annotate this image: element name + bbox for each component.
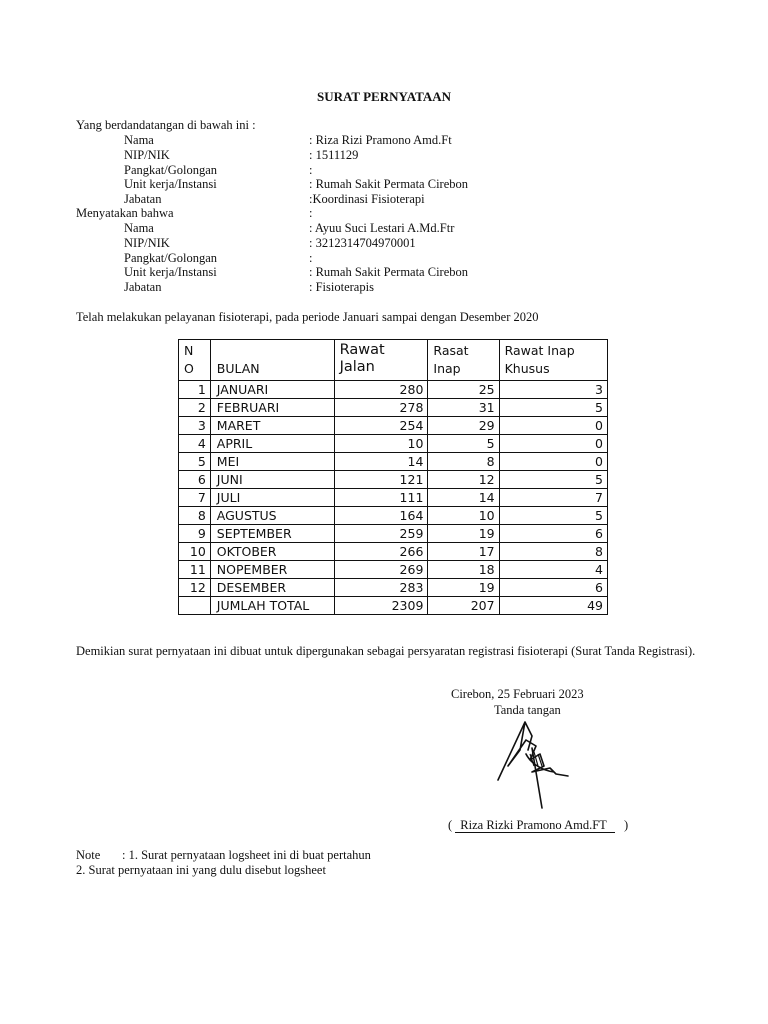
cell-khusus: 5 (499, 471, 607, 489)
declares-colon: : (309, 206, 313, 220)
note-item-2: 2. Surat pernyataan ini yang dulu disebut logsheet (76, 863, 326, 877)
table-row (179, 489, 608, 507)
p1-rank-value: : (309, 163, 313, 177)
cell-rawat-jalan: 269 (334, 561, 428, 579)
cell-rasat-inap: 12 (428, 471, 499, 489)
signatory-line (448, 818, 628, 833)
p1-position-value: :Koordinasi Fisioterapi (309, 192, 425, 206)
header-bulan-label: BULAN (216, 361, 260, 376)
header-rawat-inap-khusus (499, 340, 607, 381)
header-no (179, 340, 211, 381)
p2-name-label: Nama (124, 221, 154, 235)
cell-rawat-jalan: 121 (334, 471, 428, 489)
cell-no: 9 (179, 525, 211, 543)
cell-rasat-inap: 18 (428, 561, 499, 579)
table-row (179, 543, 608, 561)
p2-nip-label: NIP/NIK (124, 236, 170, 250)
header-rasat-inap-line1: Rasat (433, 343, 469, 358)
cell-rawat-jalan: 259 (334, 525, 428, 543)
table-row (179, 435, 608, 453)
cell-no: 2 (179, 399, 211, 417)
p1-unit-label: Unit kerja/Instansi (124, 177, 217, 191)
header-rasat-inap-line2: Inap (433, 361, 461, 376)
cell-no: 5 (179, 453, 211, 471)
closing-paragraph: Demikian surat pernyataan ini dibuat untuk dipergunakan sebagai persyaratan registrasi fisioterapi (Surat Tanda Registrasi). (76, 644, 696, 658)
cell-rasat-inap: 19 (428, 579, 499, 597)
cell-rawat-jalan: 10 (334, 435, 428, 453)
cell-rasat-inap: 31 (428, 399, 499, 417)
cell-rawat-jalan: 254 (334, 417, 428, 435)
table-row (179, 471, 608, 489)
cell-rasat-inap: 5 (428, 435, 499, 453)
cell-rasat-inap: 14 (428, 489, 499, 507)
table-row (179, 525, 608, 543)
p1-nip-value: : 1511129 (309, 148, 359, 162)
p1-nip-label: NIP/NIK (124, 148, 170, 162)
header-no-line1: N (184, 343, 194, 358)
place-date: Cirebon, 25 Februari 2023 (451, 687, 584, 701)
cell-khusus: 5 (499, 399, 607, 417)
cell-khusus: 5 (499, 507, 607, 525)
declares-text: Menyatakan bahwa (76, 206, 174, 220)
signature-caption: Tanda tangan (494, 703, 561, 717)
table-row (179, 417, 608, 435)
cell-rawat-jalan: 283 (334, 579, 428, 597)
note-label: Note (76, 848, 101, 862)
cell-total-label: JUMLAH TOTAL (210, 597, 334, 615)
cell-rasat-inap: 8 (428, 453, 499, 471)
cell-bulan: DESEMBER (210, 579, 334, 597)
cell-total-khusus: 49 (499, 597, 607, 615)
cell-total-rasat-inap: 207 (428, 597, 499, 615)
cell-no: 4 (179, 435, 211, 453)
p1-name-label: Nama (124, 133, 154, 147)
cell-khusus: 0 (499, 435, 607, 453)
p2-unit-label: Unit kerja/Instansi (124, 265, 217, 279)
table-row (179, 381, 608, 399)
cell-khusus: 6 (499, 525, 607, 543)
header-no-line2: O (184, 361, 194, 376)
p2-rank-value: : (309, 251, 313, 265)
header-khusus-line1: Rawat Inap (504, 343, 575, 358)
signatory-close-paren: ) (623, 818, 629, 832)
cell-bulan: JUNI (210, 471, 334, 489)
p2-position-label: Jabatan (124, 280, 162, 294)
cell-khusus: 4 (499, 561, 607, 579)
cell-rasat-inap: 25 (428, 381, 499, 399)
cell-rawat-jalan: 278 (334, 399, 428, 417)
p1-rank-label: Pangkat/Golongan (124, 163, 218, 177)
cell-rasat-inap: 19 (428, 525, 499, 543)
cell-bulan: FEBRUARI (210, 399, 334, 417)
cell-khusus: 6 (499, 579, 607, 597)
signatory-open-paren: ( (448, 818, 453, 832)
cell-rasat-inap: 17 (428, 543, 499, 561)
signatory-name: Riza Rizki Pramono Amd.FT (455, 818, 615, 833)
cell-rawat-jalan: 164 (334, 507, 428, 525)
cell-rasat-inap: 29 (428, 417, 499, 435)
cell-bulan: SEPTEMBER (210, 525, 334, 543)
document-title: SURAT PERNYATAAN (317, 89, 451, 104)
cell-khusus: 3 (499, 381, 607, 399)
cell-no: 7 (179, 489, 211, 507)
cell-bulan: JULI (210, 489, 334, 507)
p2-unit-value: : Rumah Sakit Permata Cirebon (309, 265, 469, 279)
p1-unit-value: : Rumah Sakit Permata Cirebon (309, 177, 469, 191)
cell-bulan: APRIL (210, 435, 334, 453)
cell-khusus: 0 (499, 453, 607, 471)
cell-bulan: JANUARI (210, 381, 334, 399)
p1-position-label: Jabatan (124, 192, 162, 206)
p2-name-value: : Ayuu Suci Lestari A.Md.Ftr (309, 221, 455, 235)
table-row (179, 561, 608, 579)
cell-rawat-jalan: 266 (334, 543, 428, 561)
cell-no: 10 (179, 543, 211, 561)
service-statement: Telah melakukan pelayanan fisioterapi, pada periode Januari sampai dengan Desember 2020 (76, 310, 539, 324)
cell-bulan: MARET (210, 417, 334, 435)
table-row (179, 507, 608, 525)
note-item-1: : 1. Surat pernyataan logsheet ini di buat pertahun (122, 848, 371, 862)
cell-no: 8 (179, 507, 211, 525)
cell-khusus: 7 (499, 489, 607, 507)
cell-rasat-inap: 10 (428, 507, 499, 525)
table-row (179, 453, 608, 471)
cell-bulan: NOPEMBER (210, 561, 334, 579)
cell-rawat-jalan: 111 (334, 489, 428, 507)
cell-no: 11 (179, 561, 211, 579)
cell-bulan: MEI (210, 453, 334, 471)
cell-no: 1 (179, 381, 211, 399)
table-row (179, 399, 608, 417)
p1-name-value: : Riza Rizi Pramono Amd.Ft (309, 133, 452, 147)
cell-total-rawat-jalan: 2309 (334, 597, 428, 615)
handwritten-signature (470, 710, 600, 815)
header-rasat-inap (428, 340, 499, 381)
cell-rawat-jalan: 14 (334, 453, 428, 471)
header-rawat-jalan (334, 340, 428, 381)
header-khusus-line2: Khusus (504, 361, 550, 376)
cell-no: 12 (179, 579, 211, 597)
p2-rank-label: Pangkat/Golongan (124, 251, 218, 265)
table-header-row (179, 340, 608, 381)
cell-bulan: OKTOBER (210, 543, 334, 561)
cell-khusus: 8 (499, 543, 607, 561)
p2-nip-value: : 3212314704970001 (309, 236, 416, 250)
p2-position-value: : Fisioterapis (309, 280, 374, 294)
cell-khusus: 0 (499, 417, 607, 435)
table-row (179, 579, 608, 597)
cell-rawat-jalan: 280 (334, 381, 428, 399)
cell-no: 3 (179, 417, 211, 435)
cell-bulan: AGUSTUS (210, 507, 334, 525)
intro-text: Yang berdandatangan di bawah ini : (76, 118, 256, 132)
service-table (178, 339, 608, 615)
cell-no: 6 (179, 471, 211, 489)
header-rawat-jalan-line1: Rawat (339, 342, 385, 358)
cell-no (179, 597, 211, 615)
header-bulan (210, 340, 334, 381)
header-rawat-jalan-line2: Jalan (339, 359, 375, 375)
table-total-row (179, 597, 608, 615)
